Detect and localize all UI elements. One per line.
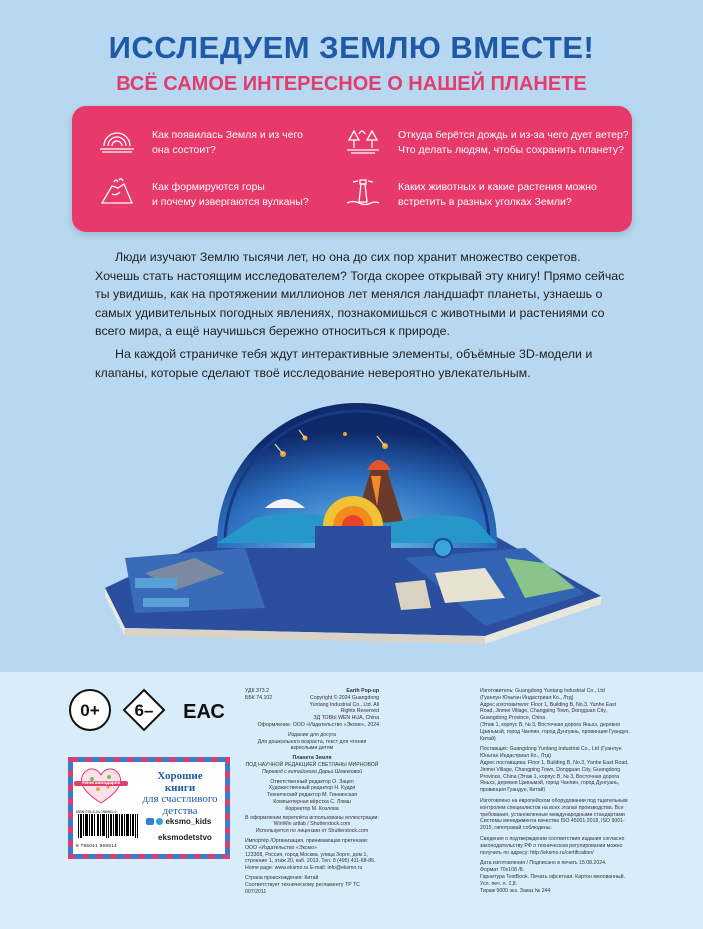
telegram-icon bbox=[156, 818, 163, 825]
age-6-badge bbox=[122, 688, 166, 732]
svg-text:ЕАС: ЕАС bbox=[183, 701, 225, 723]
questions-box bbox=[72, 106, 632, 232]
imprint-column-1: УДК 373.2 ББК 74.102 Earth Pop-up Copyright © 2024 Guangdong Yuntang Industrial Co., Ltd. All Rights Reserved ЗД ТОВЫ WEN HUA, China Оформление. ООО «Издательство «Эксмо», 2024 Издание для досуга Для дошкольного возраста, текст для чтения взрослыми детям Планета Земля ПОД НАУЧНОЙ РЕДАКЦИЕЙ СВЕТЛАНЫ МИРНОВОЙ Перевод с китайского Дарьи Шланковой Ответственный редактор О. Зацеп Художественный редактор Н. Кудри Технический редактор М. Гиннинская Компьютерная вёрстка С. Лямш Корректор М. Козлова В оформлении переплёта использованы иллюстрации: WinWin artlab / Shutterstock.com Используется по лицензии от Shutterstock.com Импортёр /Организация, принимающая претензии: ООО «Издательство «Эксмо» 123308, Россия, город Москва, улица Зорге, дом 1, строение 1, этаж 20, каб. 2013. Тел. 8 (495) 411-68-86. Home page: www.eksmo.ru E-mail: info@eksmo.ru Страна происхождения: Китай Соответствует техническому регламенту ТР ТС 007/2011 bbox=[245, 688, 379, 895]
barcode: ISBN 978-5-04-196961-4 9 785041 969614 bbox=[76, 810, 140, 848]
imprint-column-2: Изготовитель: Guangdong Yuntang Industrial Co., Ltd (Гуанлун Юньтан Индастриал Ко., Лтд) Адрес изготовителя: Floor 1, Building B, No.3, Yanhe East Road, Jinmei Village, Changping Town, Dongguan City, Guangdong Province, China (Этаж 1, корпус В, № 3, Восточная дорога Яньхэ, деревня Цзиньмэй, город Чанпин, город Дунгуань, провинция Гуандун, Китай) Поставщик: Guangdong Yuntang Industrial Co., Ltd (Гуанлун Юньтан Индастриал Ко., Лтд) Адрес поставщика: Floor 1, Building B, No.3, Yanhe East Road, Jinmei Village, Changping Town, Dongguan City, Guangdong Province, China (Этаж 1, корпус В, № 3, Восточная дорога Яньхэ, деревня Цзиньмэй, город Чанпин, город Дунгуань, провинция Гуандун, Китай) Изготовлено на европейском оборудовании под тщательным контролем специалистов на всех этапах производства. Все требования, установленные международными стандартами Системы менеджмента качества ISO 45001:2018, ISO 9001-2015, гипотравай соблюдены. Сведения о подтверждении соответствия издания согласно законодательству РФ о техническом регулировании можно получить по адресу: http://eksmo.ru/certification/ Дата изготовления / Подписано в печать 15.08.2024. Формат 70х108 /8. Гарнитура TextBook. Печать офсетная. Картон мелованный. Усл. печ. л. 2,8. Тираж 5000 экз. Заказ № 244 bbox=[480, 688, 630, 894]
social-detstvo[interactable]: eksmodetstvo bbox=[158, 833, 212, 842]
lighthouse-icon bbox=[343, 176, 381, 206]
social-kids[interactable]: eksmo_kids bbox=[146, 817, 211, 826]
page-title: ИССЛЕДУЕМ ЗЕМЛЮ ВМЕСТЕ! bbox=[108, 30, 595, 65]
popup-book-illustration bbox=[105, 398, 601, 646]
vk-icon bbox=[146, 818, 154, 825]
svg-text:0+: 0+ bbox=[80, 701, 100, 720]
eac-mark bbox=[182, 688, 226, 732]
page-subtitle: ВСЁ САМОЕ ИНТЕРЕСНОЕ О НАШЕЙ ПЛАНЕТЕ bbox=[116, 73, 587, 95]
question-2: Откуда берётся дождь и из-за чего дует ветер? Что делать людям, чтобы сохранить планету? bbox=[398, 129, 629, 156]
rainbow-icon bbox=[98, 124, 136, 154]
question-3: Как формируются горы и почему извергаются вулканы? bbox=[152, 181, 309, 208]
svg-text:6–: 6– bbox=[134, 701, 154, 720]
weather-icon bbox=[343, 124, 381, 154]
promo-card bbox=[68, 757, 230, 859]
description bbox=[95, 248, 625, 382]
description-paragraph-1: Люди изучают Землю тысячи лет, но она до сих пор хранит множество секретов. Хочешь стать настоящим исследователем? Тогда скорее открывай эту книгу! Прямо сейчас ты увидишь, как на протяжении миллионов лет менялся ландшафт планеты, узнаешь о самых удивительных погодных явлениях, познакомишься с животными и растениями со всего мира, а ещё научишься бережно относиться к природе. bbox=[95, 250, 625, 339]
age-0-plus-badge bbox=[68, 688, 112, 732]
description-paragraph-2: На каждой страничке тебя ждут интерактивные элементы, объёмные 3D-модели и клапаны, которые сделают твоё исследование невероятно увлекательным. bbox=[95, 346, 593, 380]
logo-tag: #книгавподарок bbox=[74, 781, 128, 786]
barcode-bars bbox=[76, 814, 140, 840]
card-slogan: Хорошие книги для счастливого детства bbox=[142, 770, 218, 817]
question-4: Каких животных и какие растения можно встретить в разных уголках Земли? bbox=[398, 181, 597, 208]
volcano-icon bbox=[98, 176, 136, 206]
question-1: Как появилась Земля и из чего она состоит? bbox=[152, 129, 303, 156]
